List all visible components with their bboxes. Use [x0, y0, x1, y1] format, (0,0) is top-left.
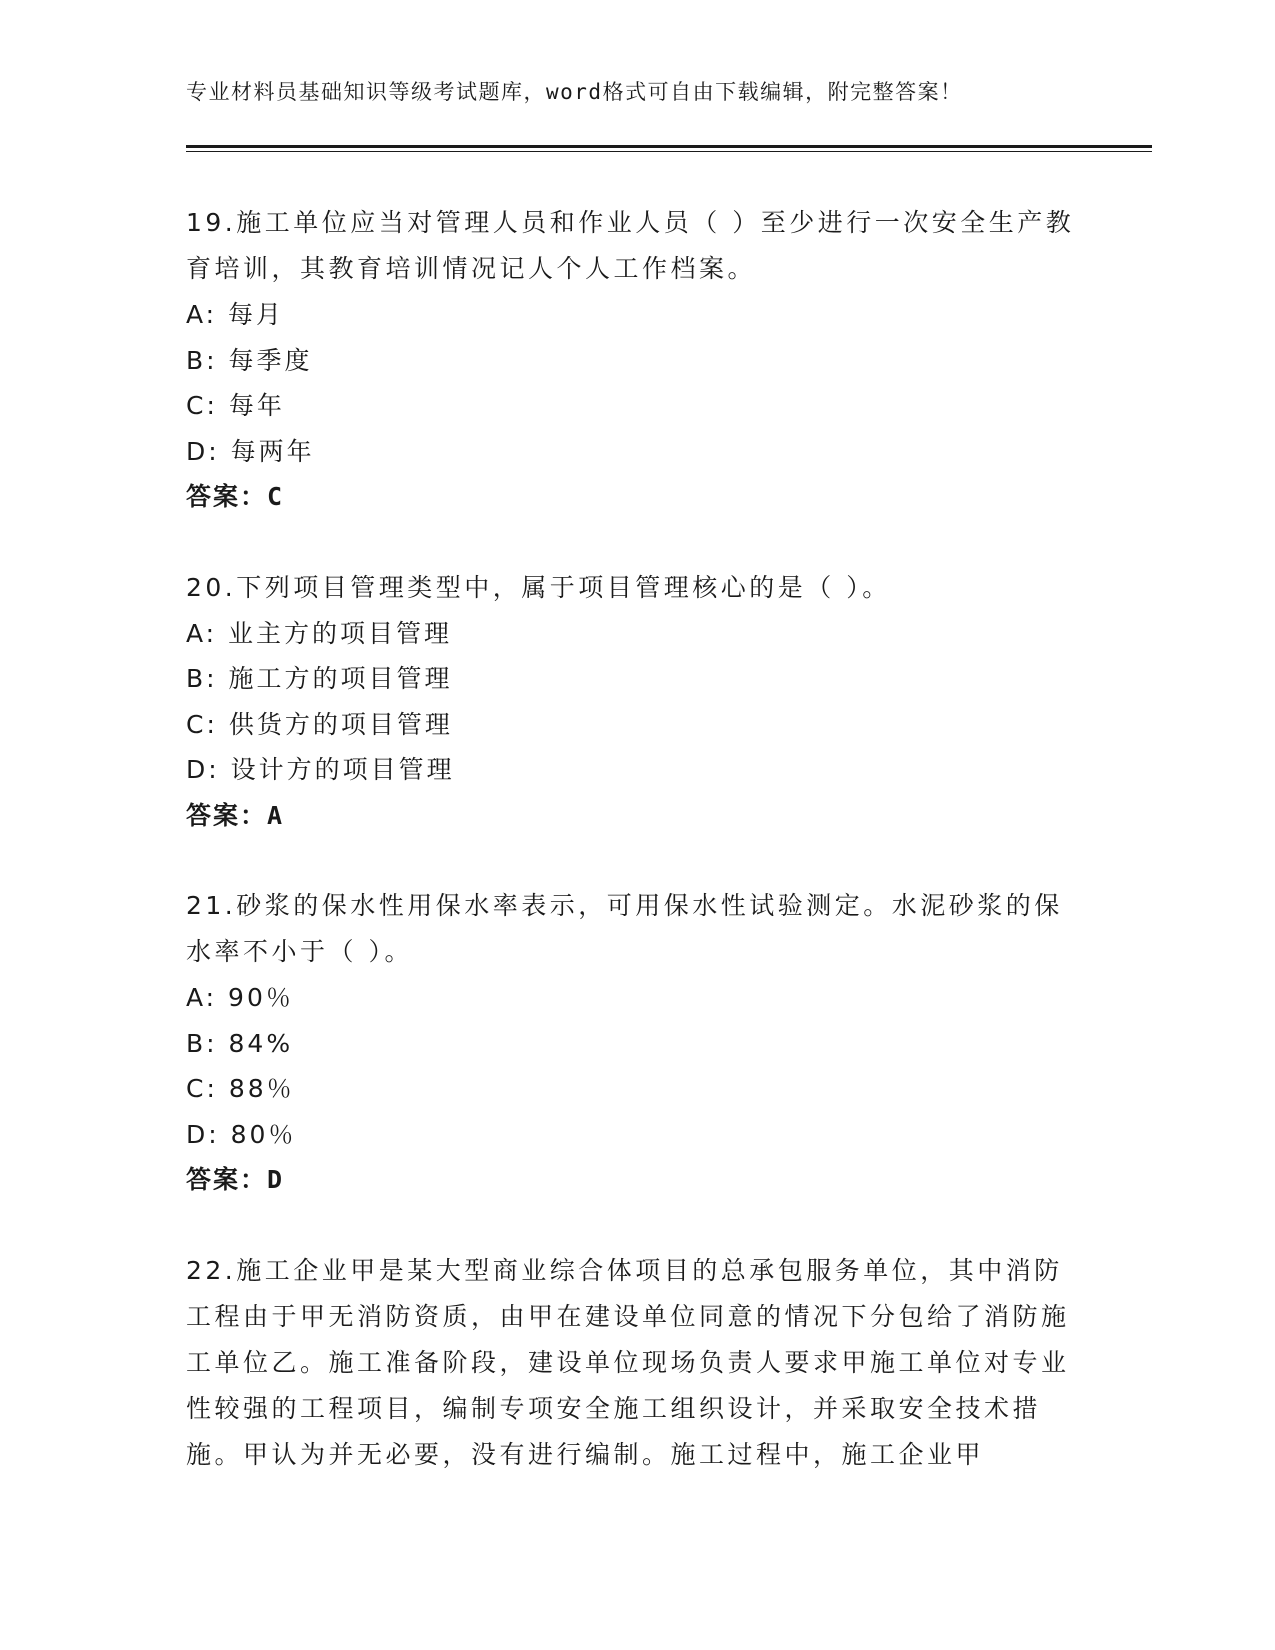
- option-d: D: 80％: [186, 1119, 297, 1149]
- question-text: 19.施工单位应当对管理人员和作业人员（ ）至少进行一次安全生产教育培训，其教育培训情况记人个人工作档案。: [186, 208, 1075, 283]
- answer-label: 答案：: [186, 800, 268, 830]
- question-21: [186, 883, 1086, 1203]
- header-divider-thin: [186, 151, 1152, 152]
- answer-label: 答案：: [186, 482, 268, 511]
- header-text: 专业材料员基础知识等级考试题库，word格式可自由下载编辑，附完整答案！: [186, 80, 963, 104]
- answer-line: [186, 474, 1086, 520]
- option-a: A: 业主方的项目管理: [186, 618, 453, 648]
- question-text: 20.下列项目管理类型中，属于项目管理核心的是（ ）。: [186, 572, 891, 602]
- option-b: B: 84%: [186, 1028, 294, 1058]
- option-a: A: 90％: [186, 983, 294, 1012]
- question-list: [186, 200, 1086, 1523]
- answer-label: 答案：: [186, 1165, 268, 1194]
- option-d: D: 每两年: [186, 436, 315, 466]
- option-c: C: 每年: [186, 391, 285, 420]
- option-c: C: 供货方的项目管理: [186, 709, 453, 739]
- option-b: B: 施工方的项目管理: [186, 664, 453, 693]
- option-a: A: 每月: [186, 300, 285, 329]
- question-22: [186, 1248, 1086, 1478]
- answer-value: C: [267, 482, 285, 511]
- answer-value: A: [267, 800, 285, 830]
- option-c: C: 88％: [186, 1074, 295, 1103]
- question-text: 22.施工企业甲是某大型商业综合体项目的总承包服务单位，其中消防工程由于甲无消防资质，由甲在建设单位同意的情况下分包给了消防施工单位乙。施工准备阶段，建设单位现场负责人要求甲施工单位对专业性较强的工程项目，编制专项安全施工组织设计，并采取安全技术措施。甲认为并无必要，没有进行编制。施工过程中，施工企业甲: [186, 1255, 1070, 1469]
- question-text: 21.砂浆的保水性用保水率表示，可用保水性试验测定。水泥砂浆的保水率不小于（ ）。: [186, 891, 1063, 966]
- question-20: [186, 565, 1086, 839]
- answer-value: D: [267, 1165, 285, 1194]
- option-d: D: 设计方的项目管理: [186, 755, 455, 784]
- header-divider-thick: [186, 145, 1152, 148]
- answer-line: [186, 1157, 1086, 1203]
- option-b: B: 每季度: [186, 345, 313, 375]
- answer-line: [186, 793, 1086, 839]
- question-19: [186, 200, 1086, 520]
